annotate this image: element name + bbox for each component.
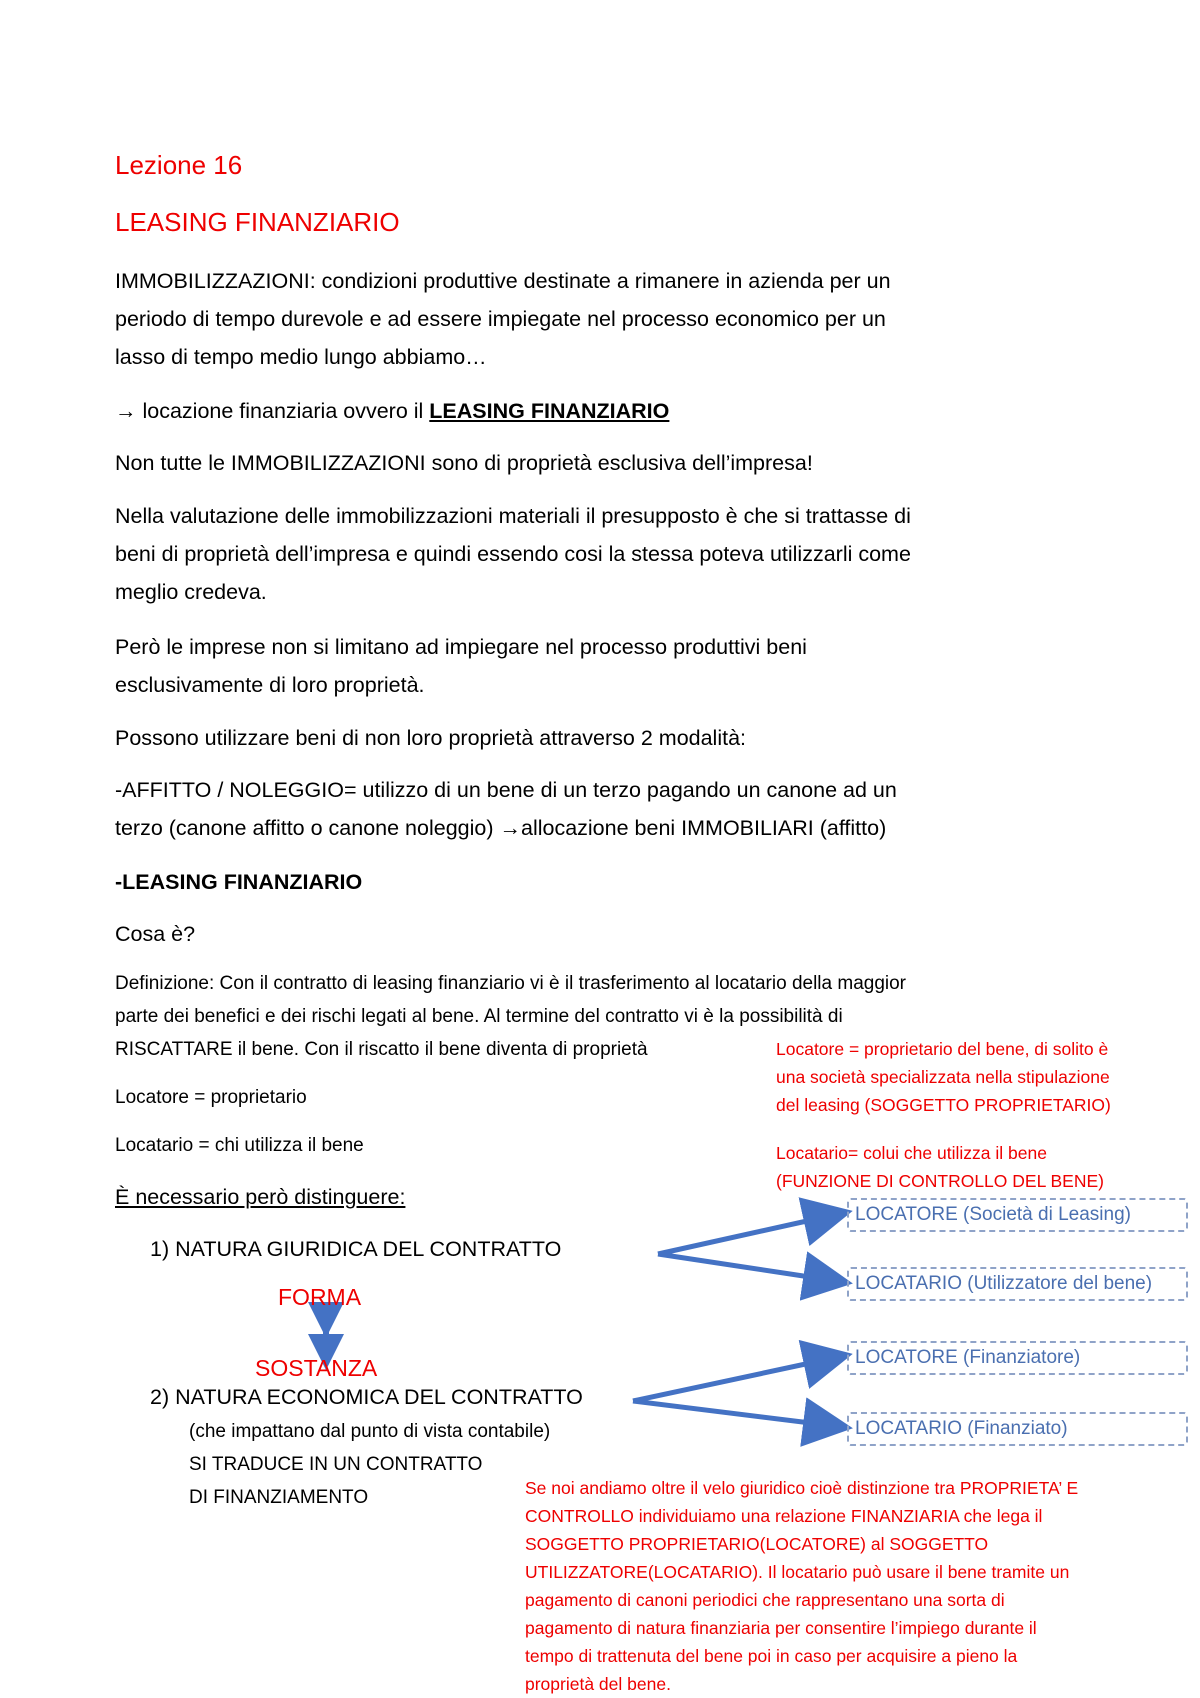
text-line: UTILIZZATORE(LOCATARIO). Il locatario può usare il bene tramite un: [525, 1562, 1070, 1582]
text-line: Locatario= colui che utilizza il bene: [776, 1143, 1047, 1163]
text-line: Nella valutazione delle immobilizzazioni materiali il presupposto è che si trattasse di: [115, 504, 911, 528]
label-forma: FORMA: [278, 1284, 362, 1310]
text-line: pagamento di canoni periodici che rappresentano una sorta di: [525, 1590, 1005, 1610]
text-line: Però le imprese non si limitano ad impiegare nel processo produttivi beni: [115, 635, 807, 659]
text-line: SI TRADUCE IN UN CONTRATTO: [189, 1454, 483, 1475]
text-line: (che impattano dal punto di vista contabile): [189, 1421, 551, 1442]
text-line: SOGGETTO PROPRIETARIO(LOCATORE) al SOGGETTO: [525, 1534, 989, 1554]
text-span: locazione finanziaria ovvero il: [136, 399, 430, 423]
text-line: proprietà del bene.: [525, 1674, 671, 1694]
text-line: terzo (canone affitto o canone noleggio) →allocazione beni IMMOBILIARI (affitto): [115, 816, 887, 840]
text-line: lasso di tempo medio lungo abbiamo…: [115, 345, 487, 369]
subheading-leasing: -LEASING FINANZIARIO: [115, 870, 363, 894]
distinguish-heading: È necessario però distinguere:: [115, 1185, 406, 1209]
bottom-red-note: [525, 1474, 1078, 1698]
arrow-to-locatore-leasing: [658, 1213, 843, 1254]
text-line: beni di proprietà dell’impresa e quindi essendo cosi la stessa poteva utilizzarli come: [115, 542, 911, 566]
text-line: del leasing (SOGGETTO PROPRIETARIO): [776, 1095, 1111, 1115]
text-line: IMMOBILIZZAZIONI: condizioni produttive destinate a rimanere in azienda per un: [115, 269, 891, 293]
box-locatore-leasing: LOCATORE (Società di Leasing): [847, 1198, 1188, 1232]
text-line: tempo di trattenuta del bene poi in caso per acquisire a pieno la: [525, 1646, 1018, 1666]
text-line: una società specializzata nella stipulazione: [776, 1067, 1110, 1087]
text-line: pagamento di natura finanziaria per consentire l’impiego durante il: [525, 1618, 1037, 1638]
paragraph-non-tutte: Non tutte le IMMOBILIZZAZIONI sono di proprietà esclusiva dell’impresa!: [115, 451, 813, 475]
question-cosa-e: Cosa è?: [115, 922, 196, 946]
arrow-to-locatario-utilizzatore: [658, 1254, 843, 1282]
paragraph-possono: Possono utilizzare beni di non loro proprietà attraverso 2 modalità:: [115, 726, 747, 750]
text-line: periodo di tempo durevole e ad essere impiegate nel processo economico per un: [115, 307, 886, 331]
section-title: LEASING FINANZIARIO: [115, 207, 400, 237]
arrow-to-locatario-finanziato: [633, 1401, 843, 1427]
text-line: -AFFITTO / NOLEGGIO= utilizzo di un bene di un terzo pagando un canone ad un: [115, 778, 897, 802]
arrow-icon: →: [115, 399, 137, 423]
text-line: meglio credeva.: [115, 580, 267, 604]
text-line: Se noi andiamo oltre il velo giuridico cioè distinzione tra PROPRIETA’ E: [525, 1478, 1079, 1498]
text-line: RISCATTARE il bene. Con il riscatto il bene diventa di proprietà: [115, 1039, 648, 1060]
emphasis-leasing: LEASING FINANZIARIO: [429, 399, 670, 423]
locatario-definition: Locatario = chi utilizza il bene: [115, 1135, 364, 1156]
label-sostanza: SOSTANZA: [255, 1355, 378, 1381]
box-locatario-utilizzatore: LOCATARIO (Utilizzatore del bene): [847, 1267, 1188, 1301]
lesson-title: Lezione 16: [115, 150, 243, 180]
text-line: (FUNZIONE DI CONTROLLO DEL BENE): [776, 1171, 1104, 1191]
text-line: esclusivamente di loro proprietà.: [115, 673, 425, 697]
item-natura-economica: 2) NATURA ECONOMICA DEL CONTRATTO: [150, 1385, 583, 1409]
text-line: parte dei benefici e dei rischi legati al bene. Al termine del contratto vi è la possibilità di: [115, 1006, 843, 1027]
text-line: CONTROLLO individuiamo una relazione FINANZIARIA che lega il: [525, 1506, 1043, 1526]
text-line: Definizione: Con il contratto di leasing finanziario vi è il trasferimento al locatario della maggior: [115, 973, 907, 994]
text-line: Locatore = proprietario del bene, di solito è: [776, 1039, 1109, 1059]
item-natura-giuridica: 1) NATURA GIURIDICA DEL CONTRATTO: [150, 1237, 562, 1261]
box-locatario-finanziato: LOCATARIO (Finanziato): [847, 1412, 1188, 1446]
text-line: DI FINANZIAMENTO: [189, 1487, 369, 1508]
locatore-definition: Locatore = proprietario: [115, 1087, 307, 1108]
box-locatore-finanziatore: LOCATORE (Finanziatore): [847, 1341, 1188, 1375]
arrow-to-locatore-finanziatore: [633, 1356, 843, 1401]
